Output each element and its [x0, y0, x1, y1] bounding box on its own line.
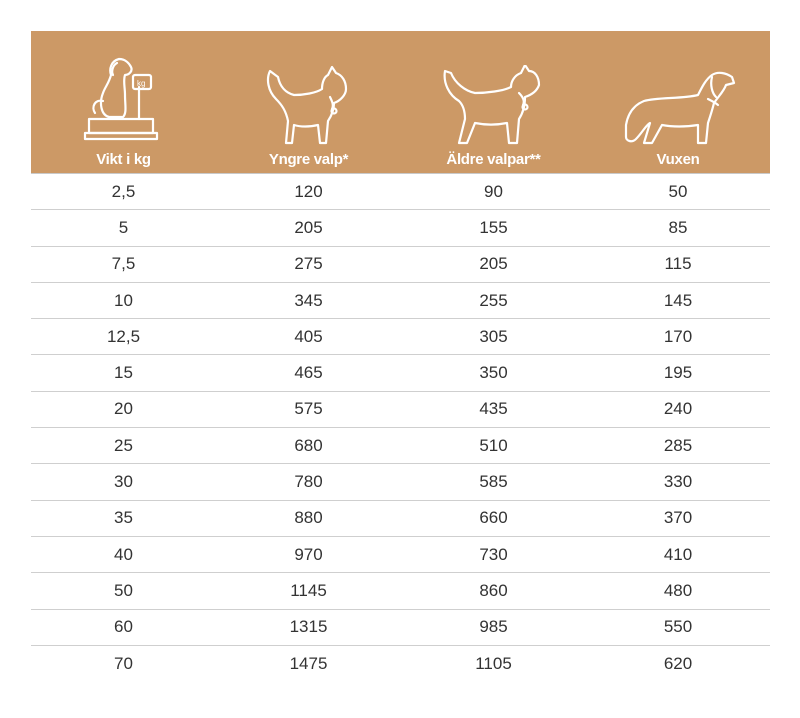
- cell-older-puppy: 985: [479, 617, 508, 637]
- cell-older-puppy: 660: [479, 508, 508, 528]
- feeding-table: [31, 31, 770, 682]
- cell-older-puppy: 350: [479, 363, 508, 383]
- header-label-older-puppy: Äldre valpar**: [446, 151, 541, 168]
- table-row: [31, 573, 770, 609]
- cell-young-puppy: 575: [294, 399, 323, 419]
- cell-weight: 5: [118, 217, 129, 237]
- header-weight: [31, 31, 216, 173]
- cell-adult: 410: [663, 544, 693, 564]
- cell-young-puppy: 120: [294, 181, 323, 201]
- cell-young-puppy: 880: [294, 508, 323, 528]
- cell-adult: 170: [663, 326, 693, 346]
- cell-weight: 30: [114, 472, 133, 492]
- svg-text:kg: kg: [137, 79, 146, 88]
- young-puppy-icon: [260, 65, 360, 151]
- cell-weight: 35: [114, 508, 133, 528]
- cell-weight: 2,5: [111, 181, 136, 201]
- cell-adult: 195: [663, 363, 693, 383]
- older-puppy-icon: [439, 65, 549, 151]
- cell-young-puppy: 1315: [289, 617, 328, 637]
- table-body: [31, 174, 770, 682]
- cell-young-puppy: 405: [294, 326, 323, 346]
- cell-adult: 330: [663, 472, 693, 492]
- cell-young-puppy: 205: [294, 217, 323, 237]
- table-row: [31, 392, 770, 428]
- cell-weight: 10: [114, 290, 133, 310]
- cell-older-puppy: 255: [479, 290, 508, 310]
- cell-older-puppy: 305: [479, 326, 508, 346]
- cell-weight: 20: [114, 399, 133, 419]
- cell-weight: 7,5: [111, 254, 136, 274]
- dog-on-scale-icon: [81, 53, 161, 149]
- cell-older-puppy: 510: [479, 435, 508, 455]
- adult-dog-icon: [622, 65, 738, 151]
- cell-adult: 620: [663, 654, 693, 673]
- table-row: [31, 428, 770, 464]
- cell-adult: 550: [663, 617, 693, 637]
- cell-young-puppy: 345: [294, 290, 323, 310]
- cell-older-puppy: 435: [479, 399, 508, 419]
- header-adult: [586, 31, 770, 173]
- cell-older-puppy: 205: [479, 254, 508, 274]
- table-row: [31, 610, 770, 646]
- cell-young-puppy: 275: [294, 254, 323, 274]
- cell-older-puppy: 90: [484, 181, 503, 201]
- table-row: [31, 210, 770, 246]
- cell-adult: 145: [663, 290, 693, 310]
- table-row: [31, 537, 770, 573]
- header-older-puppy: [401, 31, 586, 173]
- cell-young-puppy: 465: [294, 363, 323, 383]
- cell-adult: 85: [668, 217, 688, 237]
- cell-older-puppy: 155: [479, 217, 508, 237]
- header-label-adult: Vuxen: [656, 151, 700, 168]
- cell-weight: 60: [114, 617, 133, 637]
- cell-adult: 480: [663, 580, 693, 600]
- cell-young-puppy: 1475: [289, 654, 328, 673]
- table-row: [31, 283, 770, 319]
- cell-weight: 70: [114, 654, 133, 673]
- cell-young-puppy: 970: [294, 544, 323, 564]
- header-young-puppy: [216, 31, 401, 173]
- table-row: [31, 464, 770, 500]
- cell-weight: 25: [114, 435, 133, 455]
- cell-adult: 50: [668, 181, 688, 201]
- cell-older-puppy: 860: [479, 580, 508, 600]
- cell-older-puppy: 730: [479, 544, 508, 564]
- cell-young-puppy: 1145: [290, 580, 327, 600]
- header-label-young-puppy: Yngre valp*: [268, 151, 349, 168]
- cell-weight: 15: [114, 363, 133, 383]
- cell-weight: 40: [114, 544, 133, 564]
- cell-young-puppy: 780: [294, 472, 323, 492]
- table-row: [31, 247, 770, 283]
- table-row: [31, 355, 770, 391]
- cell-weight: 50: [114, 580, 133, 600]
- cell-weight: 12,5: [106, 326, 141, 346]
- cell-adult: 115: [664, 254, 692, 274]
- table-header: [31, 31, 770, 174]
- table-row: [31, 501, 770, 537]
- cell-adult: 240: [663, 399, 693, 419]
- table-row: [31, 174, 770, 210]
- cell-older-puppy: 585: [479, 472, 508, 492]
- cell-older-puppy: 1105: [475, 654, 512, 673]
- cell-adult: 285: [663, 435, 693, 455]
- cell-young-puppy: 680: [294, 435, 323, 455]
- header-label-weight: Vikt i kg: [96, 151, 151, 168]
- cell-adult: 370: [663, 508, 693, 528]
- table-row: [31, 319, 770, 355]
- table-row: [31, 646, 770, 682]
